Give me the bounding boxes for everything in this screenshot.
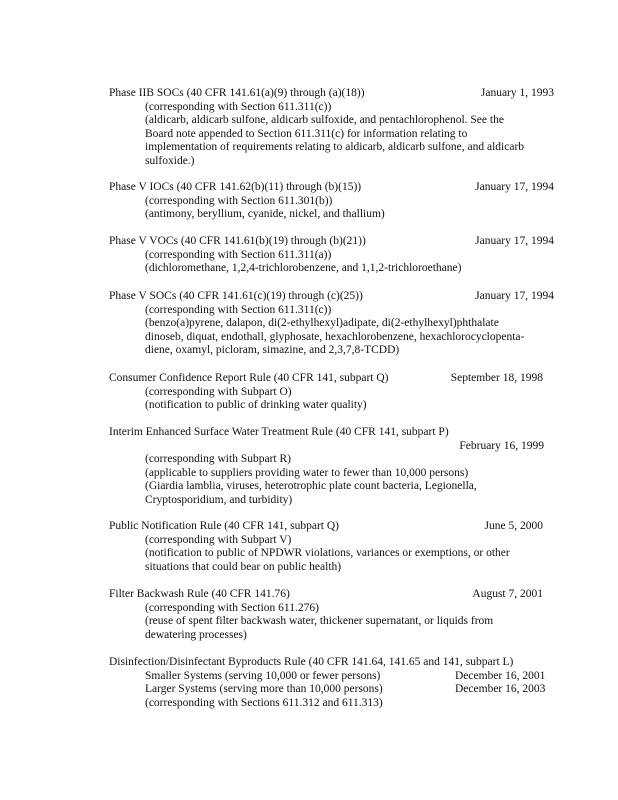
rule-detail-line: situations that could bear on public health): [145, 560, 342, 573]
rule-title: Consumer Confidence Report Rule (40 CFR 141, subpart Q): [109, 372, 389, 384]
effective-date: January 1, 1993: [480, 87, 554, 99]
rule-detail-line: (corresponding with Sections 611.312 and 611.313): [145, 696, 383, 709]
effective-date: December 16, 2001: [455, 669, 546, 682]
effective-date: December 16, 2003: [455, 683, 546, 696]
rule-entry-dbp: [109, 656, 559, 710]
system-size-label: Smaller Systems (serving 10,000 or fewer persons): [145, 669, 381, 682]
rule-detail-line: (corresponding with Section 611.276): [145, 601, 319, 614]
rule-title: Phase V VOCs (40 CFR 141.61(b)(19) through (b)(21)): [109, 235, 366, 247]
rule-detail-line: (corresponding with Section 611.311(c)): [145, 303, 332, 316]
effective-date: February 16, 1999: [459, 439, 544, 452]
rule-detail-line: dewatering processes): [145, 628, 247, 641]
rule-detail-line: (corresponding with Subpart V): [145, 533, 292, 546]
rule-detail-line: (corresponding with Subpart O): [145, 385, 292, 398]
rule-detail-line: (reuse of spent filter backwash water, thickener supernatant, or liquids from: [145, 615, 494, 628]
rule-entry-ieswtr: [109, 426, 554, 508]
rule-detail-line: implementation of requirements relating to aldicarb, aldicarb sulfone, and aldicarb: [145, 141, 525, 154]
dbp-row-smaller-systems: [109, 670, 559, 684]
rule-detail-line: (corresponding with Section 611.311(c)): [145, 100, 332, 113]
rule-title: Phase V IOCs (40 CFR 141.62(b)(11) through (b)(15)): [109, 181, 362, 193]
effective-date: January 17, 1994: [475, 181, 554, 193]
effective-date: January 17, 1994: [475, 235, 554, 247]
rule-entry-consumer-confidence: [109, 372, 554, 413]
rule-entry-filter-backwash: [109, 588, 554, 642]
rule-detail-line: (applicable to suppliers providing water to fewer than 10,000 persons): [145, 466, 469, 479]
rule-entry-phase-v-socs: [109, 290, 554, 358]
rule-detail-line: (corresponding with Subpart R): [145, 453, 291, 466]
rule-detail-line: diene, oxamyl, picloram, simazine, and 2,3,7,8-TCDD): [145, 344, 400, 357]
effective-date: September 18, 1998: [450, 372, 543, 384]
rule-title: Interim Enhanced Surface Water Treatment Rule (40 CFR 141, subpart P): [109, 426, 449, 438]
rule-title: Public Notification Rule (40 CFR 141, subpart Q): [109, 520, 339, 532]
rule-title: Disinfection/Disinfectant Byproducts Rule (40 CFR 141.64, 141.65 and 141, subpart L): [109, 656, 514, 668]
rule-entry-phase-v-iocs: [109, 181, 554, 222]
rule-detail-line: sulfoxide.): [145, 154, 195, 167]
rule-title: Phase V SOCs (40 CFR 141.61(c)(19) through (c)(25)): [109, 290, 363, 302]
rule-detail-line: (dichloromethane, 1,2,4-trichlorobenzene, and 1,1,2-trichloroethane): [145, 262, 462, 275]
dbp-row-larger-systems: [109, 683, 559, 697]
rule-detail-line: dinoseb, diquat, endothall, glyphosate, hexachlorobenzene, hexachlorocyclopenta-: [145, 330, 525, 343]
system-size-label: Larger Systems (serving more than 10,000 persons): [145, 683, 383, 696]
rule-detail-line: (Giardia lamblia, viruses, heterotrophic plate count bacteria, Legionella,: [145, 480, 477, 493]
effective-date: August 7, 2001: [472, 588, 543, 600]
rule-detail-line: Cryptosporidium, and turbidity): [145, 493, 293, 506]
rule-entry-phase-v-vocs: [109, 235, 554, 276]
rule-title: Phase IIB SOCs (40 CFR 141.61(a)(9) through (a)(18)): [109, 87, 365, 99]
rule-entry-public-notification: [109, 520, 554, 574]
rule-detail-line: (notification to public of drinking water quality): [145, 399, 367, 412]
rule-title: Filter Backwash Rule (40 CFR 141.76): [109, 588, 290, 600]
effective-date: January 17, 1994: [475, 290, 554, 302]
rule-entry-phase-iib-socs: [109, 87, 554, 169]
rule-detail-line: (notification to public of NPDWR violations, variances or exemptions, or other: [145, 547, 510, 560]
rule-detail-line: Board note appended to Section 611.311(c) for information relating to: [145, 127, 468, 140]
rule-detail-line: (antimony, beryllium, cyanide, nickel, and thallium): [145, 208, 385, 221]
rule-detail-line: (corresponding with Section 611.311(a)): [145, 248, 332, 261]
rule-detail-line: (benzo(a)pyrene, dalapon, di(2-ethylhexyl)adipate, di(2-ethylhexyl)phthalate: [145, 317, 499, 330]
rule-detail-line: (corresponding with Section 611.301(b)): [145, 194, 333, 207]
rule-detail-line: (aldicarb, aldicarb sulfone, aldicarb sulfoxide, and pentachlorophenol. See the: [145, 114, 504, 127]
effective-date: June 5, 2000: [484, 520, 543, 532]
